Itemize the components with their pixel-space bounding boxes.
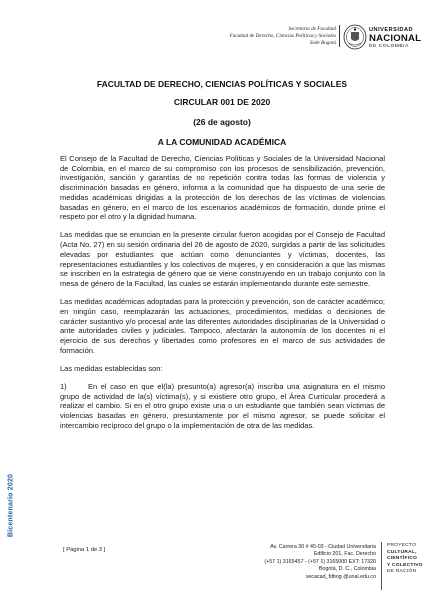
bicentenario-text: Bicentenario 2020 [7, 473, 15, 538]
university-line1: UNIVERSIDAD [369, 27, 414, 33]
page-number: [ Página 1 de 3 ] [63, 547, 106, 553]
secretaria-header [190, 26, 336, 47]
measure-number: 1) [60, 382, 67, 392]
project-line: Y COLECTIVO [387, 562, 423, 568]
audience-title: A LA COMUNIDAD ACADÉMICA [157, 137, 287, 147]
project-line: CULTURAL, [387, 549, 417, 555]
address-line: secacad_fdbog @unal.edu.co [305, 573, 376, 580]
address-line: Bogotá, D. C., Colombia [318, 566, 376, 573]
address-line: (+57 1) 3165457 - (+57 1) 3165000 EXT: 17320 [264, 558, 376, 565]
footer-address [200, 544, 376, 581]
address-line: Edificio 201, Fac. Derecho [313, 551, 376, 558]
university-line2: NACIONAL [369, 33, 422, 44]
measure-item [60, 382, 385, 431]
address-line: Av. Carrera 30 # 45-03 - Ciudad Universitaria [270, 544, 376, 550]
circular-title: CIRCULAR 001 DE 2020 [173, 97, 271, 107]
circular-body [60, 154, 385, 439]
body-paragraph: Las medidas que se enuncian en la presente circular fueron acogidas por el Consejo de Facultad (Acta No. 27) en su sesión ordinaria del 26 de agosto de 2020, surgidas a partir de las solicitudes elevadas por estudiantes que actúan como denunciantes y víctimas, docentes, las representaciones estudiantiles y los colectivos de mujeres, y en consideración a que las mismas se inscriben en la estrategia de género que se viene construyendo en un trabajo conjunto con la mesa de género de la Facultad, las cuales se estarán implementando durante este semestre. [60, 230, 385, 288]
project-line: DE NACIÓN [387, 569, 417, 575]
secretaria-line: Facultad de Derecho, Ciencias Políticas y Sociales [229, 33, 336, 39]
faculty-title: FACULTAD DE DERECHO, CIENCIAS POLÍTICAS Y SOCIALES [96, 79, 348, 89]
project-line: PROYECTO [387, 543, 417, 548]
circular-date: (26 de agosto) [193, 117, 251, 127]
body-paragraph: Las medidas académicas adoptadas para la protección y prevención, son de carácter académico; en ningún caso, reemplazarán las actuaciones, procedimientos, medidas o decisiones de carácter sustantivo y/o procesal ante las diferentes autoridades disciplinarias de la Universidad o ante autoridades civiles y judiciales. Tampoco, afectarán la autonomía de los docentes ni el ejercicio de sus derechos y libertades como profesores en el marco de sus actividades de formación. [60, 297, 385, 355]
footer-divider [381, 542, 382, 590]
university-line3: DE COLOMBIA [369, 44, 409, 49]
secretaria-line: Sede Bogotá [309, 40, 336, 46]
measure-text: En el caso en que el(la) presunto(a) agresor(a) inscriba una asignatura en el mismo grupo de actividad de la(s) víctima(s), y si existiere otro grupo, el Área Curricular procederá a realizar el cambio. Si en el otro grupo existe una o un estudiante que también sean víctimas de violencias basadas en género, presuntamente por el mismo agresor, se puede solicitar el intercambio recíproco del grupo o la implementación de otra de las medidas. [60, 382, 385, 430]
bicentenario-side-label [4, 470, 18, 550]
university-wordmark [369, 27, 435, 50]
project-tagline [387, 543, 442, 576]
university-seal-icon [343, 24, 367, 50]
body-paragraph: Las medidas establecidas son: [60, 363, 163, 373]
header-divider [339, 25, 340, 47]
body-paragraph: El Consejo de la Facultad de Derecho, Ciencias Políticas y Sociales de la Universidad Nacional de Colombia, en el marco de su compromiso con los procesos de sensibilización, prevención, investigación, sanción y garantías de no repetición contra todas las formas de violencia y discriminación basadas en género, informa a la comunidad que ha dispuesto de una serie de medidas académicas dirigidas a la protección de los derechos de las víctimas de violencias basadas en género, en el marco de los escenarios académicos de formación, donde prime el respeto por el otro y la dignidad humana. [60, 154, 385, 222]
project-line: CIENTÍFICO [387, 556, 418, 562]
secretaria-line: Secretaría de Facultad [288, 26, 336, 32]
